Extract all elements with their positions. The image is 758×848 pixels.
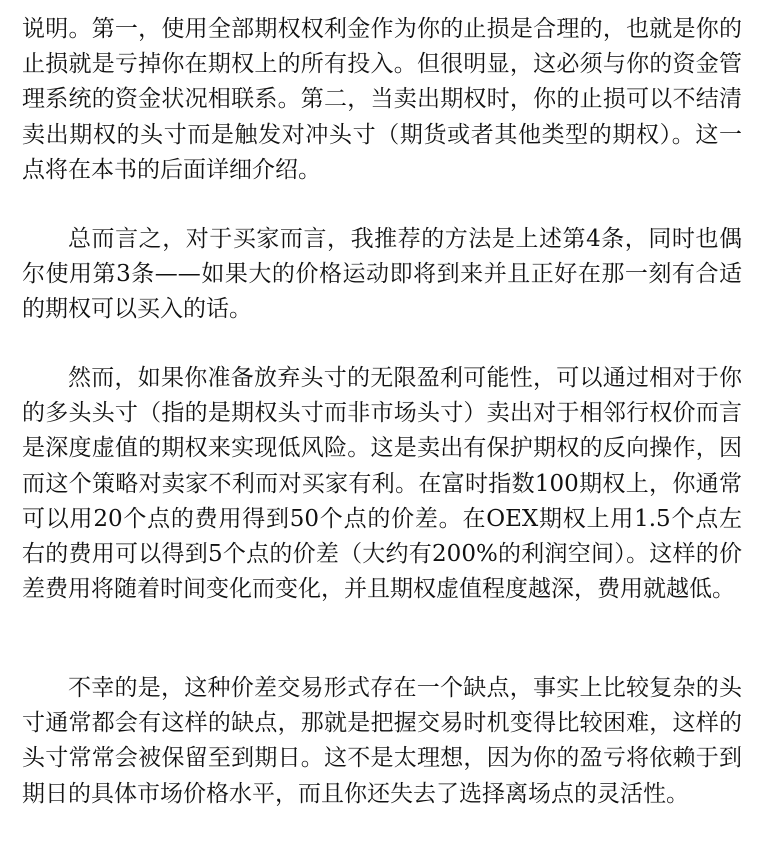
paragraph-spread-strategy: 然而，如果你准备放弃头寸的无限盈利可能性，可以通过相对于你的多头头寸（指的是期权头寸而非市场头寸）卖出对于相邻行权价而言是深度虚值的期权来实现低风险。这是卖出有保护期权的反向操作，因而这个策略对卖家不利而对买家有利。在富时指数100期权上，你通常可以用20个点的费用得到50个点的价差。在OEX期权上用1.5个点左右的费用可以得到5个点的价差（大约有200%的利润空间）。这样的价差费用将随着时间变化而变化，并且期权虚值程度越深，费用就越低。: [22, 365, 742, 603]
paragraph-summary-for-buyers: 总而言之，对于买家而言，我推荐的方法是上述第4条，同时也偶尔使用第3条——如果大的价格运动即将到来并且正好在那一刻有合适的期权可以买入的话。: [22, 226, 742, 323]
paragraph-spread-drawback: 不幸的是，这种价差交易形式存在一个缺点，事实上比较复杂的头寸通常都会有这样的缺点，那就是把握交易时机变得比较困难，这样的头寸常常会被保留至到期日。这不是太理想，因为你的盈亏将依赖于到期日的具体市场价格水平，而且你还失去了选择离场点的灵活性。: [22, 675, 742, 807]
paragraph-stop-loss-explanation: 说明。第一，使用全部期权权利金作为你的止损是合理的，也就是你的止损就是亏掉你在期权上的所有投入。但很明显，这必须与你的资金管理系统的资金状况相联系。第二，当卖出期权时，你的止损可以不结清卖出期权的头寸而是触发对冲头寸（期货或者其他类型的期权）。这一点将在本书的后面详细介绍。: [22, 16, 742, 183]
